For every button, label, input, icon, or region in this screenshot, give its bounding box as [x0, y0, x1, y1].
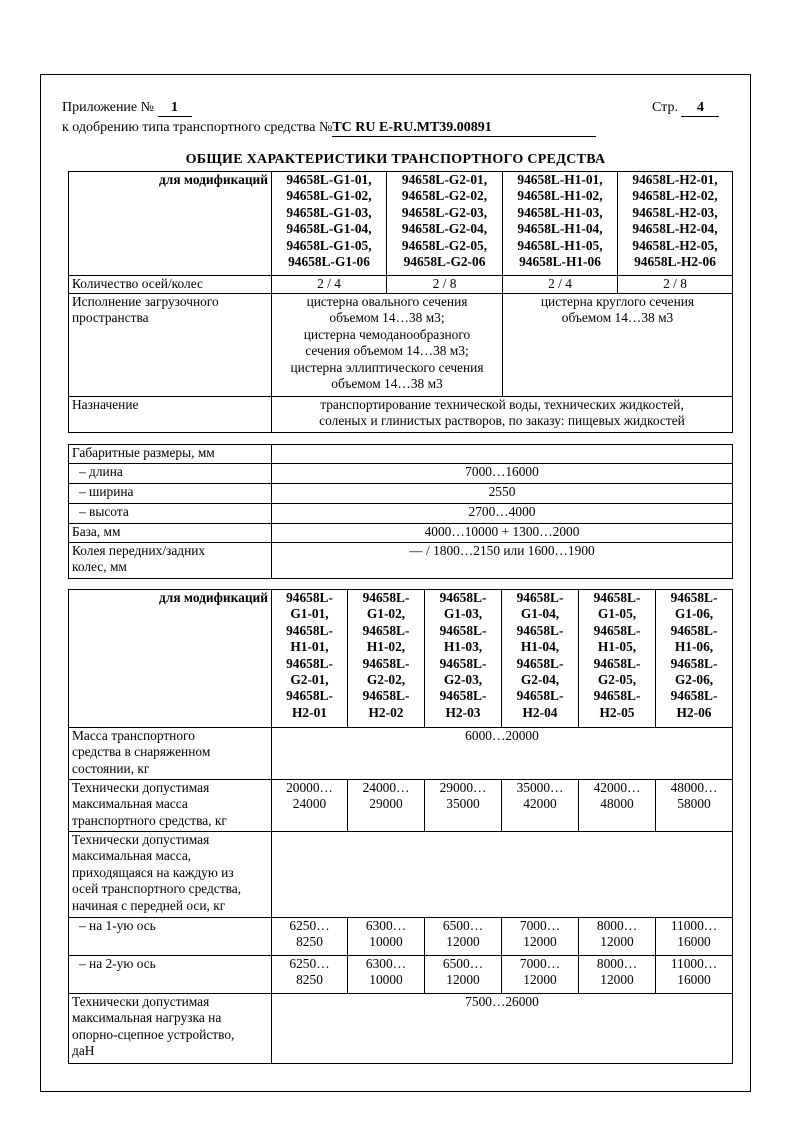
height-label: – высота [69, 504, 272, 524]
axle1-label: – на 1-ую ось [69, 918, 272, 956]
mods-h2-text: 94658L-H2-01, 94658L-H2-02, 94658L-H2-03, 94658L-H2-04, 94658L-H2-05, 94658L-H2-06 [632, 172, 718, 270]
width-label: – ширина [69, 484, 272, 504]
dims-value [272, 445, 733, 464]
mods-h2 [618, 172, 733, 276]
width-value: 2550 [272, 484, 733, 504]
axle1-row [69, 918, 733, 956]
page-label: Стр. [652, 100, 678, 115]
page-number: 4 [681, 100, 719, 117]
axle2-05: 8000… 12000 [579, 956, 656, 994]
axle1-01: 6250… 8250 [272, 918, 348, 956]
general-table [68, 171, 733, 433]
mods-g1 [272, 172, 387, 276]
base-label: База, мм [69, 524, 272, 543]
length-label: – длина [69, 464, 272, 484]
axles-g2: 2 / 8 [387, 276, 503, 294]
axle-load-row [69, 832, 733, 918]
coupling-value: 7500…26000 [272, 994, 733, 1064]
mods3-06: 94658L- G1-06, 94658L- H1-06, 94658L- G2-06, 94658L- H2-06 [656, 590, 733, 728]
height-value: 2700…4000 [272, 504, 733, 524]
axle1-03: 6500… 12000 [425, 918, 502, 956]
coupling-label: Технически допустимая максимальная нагрузка на опорно-сцепное устройство, даН [69, 994, 272, 1064]
gvw-label: Технически допустимая максимальная масса транспортного средства, кг [69, 780, 272, 832]
axles-label: Количество осей/колес [69, 276, 272, 294]
axle2-03: 6500… 12000 [425, 956, 502, 994]
mods3-04: 94658L- G1-04, 94658L- H1-04, 94658L- G2-04, 94658L- H2-04 [502, 590, 579, 728]
page-number-line [652, 100, 719, 117]
track-label: Колея передних/задних колес, мм [69, 543, 272, 579]
axle2-04: 7000… 12000 [502, 956, 579, 994]
axle1-02: 6300… 10000 [348, 918, 425, 956]
width-row [69, 484, 733, 504]
mass-table [68, 589, 733, 1064]
axle1-06: 11000… 16000 [656, 918, 733, 956]
gvw-03: 29000… 35000 [425, 780, 502, 832]
mods-g2 [387, 172, 503, 276]
axle2-06: 11000… 16000 [656, 956, 733, 994]
axle2-02: 6300… 10000 [348, 956, 425, 994]
height-row [69, 504, 733, 524]
appendix-number: 1 [158, 100, 192, 117]
mods-h1-text: 94658L-H1-01, 94658L-H1-02, 94658L-H1-03, 94658L-H1-04, 94658L-H1-05, 94658L-H1-06 [517, 172, 603, 270]
curb-label: Масса транспортного средства в снаряженном состоянии, кг [69, 728, 272, 780]
axles-row [69, 276, 733, 294]
gvw-06: 48000… 58000 [656, 780, 733, 832]
axles-g1: 2 / 4 [272, 276, 387, 294]
curb-row [69, 728, 733, 780]
purpose-value: транспортирование технической воды, технических жидкостей, соленых и глинистых растворов, по заказу: пищевых жидкостей [272, 397, 733, 433]
axle2-label: – на 2-ую ось [69, 956, 272, 994]
mods-g2-text: 94658L-G2-01, 94658L-G2-02, 94658L-G2-03, 94658L-G2-04, 94658L-G2-05, 94658L-G2-06 [401, 172, 488, 270]
length-value: 7000…16000 [272, 464, 733, 484]
body-label: Исполнение загрузочного пространства [69, 294, 272, 397]
gvw-04: 35000… 42000 [502, 780, 579, 832]
mods-label: для модификаций [69, 172, 272, 276]
axle-load-label: Технически допустимая максимальная масса, приходящаяся на каждую из осей транспортного средства, начиная с передней оси, кг [69, 832, 272, 918]
mods-row [69, 172, 733, 276]
appendix-label: Приложение № [62, 100, 154, 115]
body-h: цистерна круглого сечения объемом 14…38 м3 [503, 294, 733, 397]
axles-h1: 2 / 4 [503, 276, 618, 294]
approval-line [62, 120, 596, 137]
base-row [69, 524, 733, 543]
approval-number: ТС RU E-RU.МТ39.00891 [332, 120, 596, 137]
mods3-row [69, 590, 733, 728]
curb-value: 6000…20000 [272, 728, 733, 780]
mods3-label: для модификаций [69, 590, 272, 728]
axle1-04: 7000… 12000 [502, 918, 579, 956]
axle-load-value [272, 832, 733, 918]
gvw-02: 24000… 29000 [348, 780, 425, 832]
dims-row [69, 445, 733, 464]
dims-label: Габаритные размеры, мм [69, 445, 272, 464]
mods3-05: 94658L- G1-05, 94658L- H1-05, 94658L- G2-05, 94658L- H2-05 [579, 590, 656, 728]
axles-h2: 2 / 8 [618, 276, 733, 294]
mods3-02: 94658L- G1-02, 94658L- H1-02, 94658L- G2-02, 94658L- H2-02 [348, 590, 425, 728]
document-title: ОБЩИЕ ХАРАКТЕРИСТИКИ ТРАНСПОРТНОГО СРЕДСТВА [185, 152, 606, 167]
gvw-05: 42000… 48000 [579, 780, 656, 832]
axle1-05: 8000… 12000 [579, 918, 656, 956]
gvw-01: 20000… 24000 [272, 780, 348, 832]
mods3-03: 94658L- G1-03, 94658L- H1-03, 94658L- G2-03, 94658L- H2-03 [425, 590, 502, 728]
body-g: цистерна овального сечения объемом 14…38 м3; цистерна чемоданообразного сечения объемом 14…38 м3; цистерна эллиптического сечения объемом 14…38 м3 [272, 294, 503, 397]
coupling-row [69, 994, 733, 1064]
track-value: — / 1800…2150 или 1600…1900 [272, 543, 733, 579]
mods3-01: 94658L- G1-01, 94658L- H1-01, 94658L- G2-01, 94658L- H2-01 [272, 590, 348, 728]
approval-label: к одобрению типа транспортного средства № [62, 120, 333, 135]
dimensions-table [68, 444, 733, 579]
track-row [69, 543, 733, 579]
base-value: 4000…10000 + 1300…2000 [272, 524, 733, 543]
purpose-row [69, 397, 733, 433]
length-row [69, 464, 733, 484]
appendix-line [62, 100, 192, 117]
gvw-row [69, 780, 733, 832]
mods-g1-text: 94658L-G1-01, 94658L-G1-02, 94658L-G1-03, 94658L-G1-04, 94658L-G1-05, 94658L-G1-06 [286, 172, 372, 270]
purpose-label: Назначение [69, 397, 272, 433]
mods-h1 [503, 172, 618, 276]
axle2-01: 6250… 8250 [272, 956, 348, 994]
axle2-row [69, 956, 733, 994]
body-row [69, 294, 733, 397]
